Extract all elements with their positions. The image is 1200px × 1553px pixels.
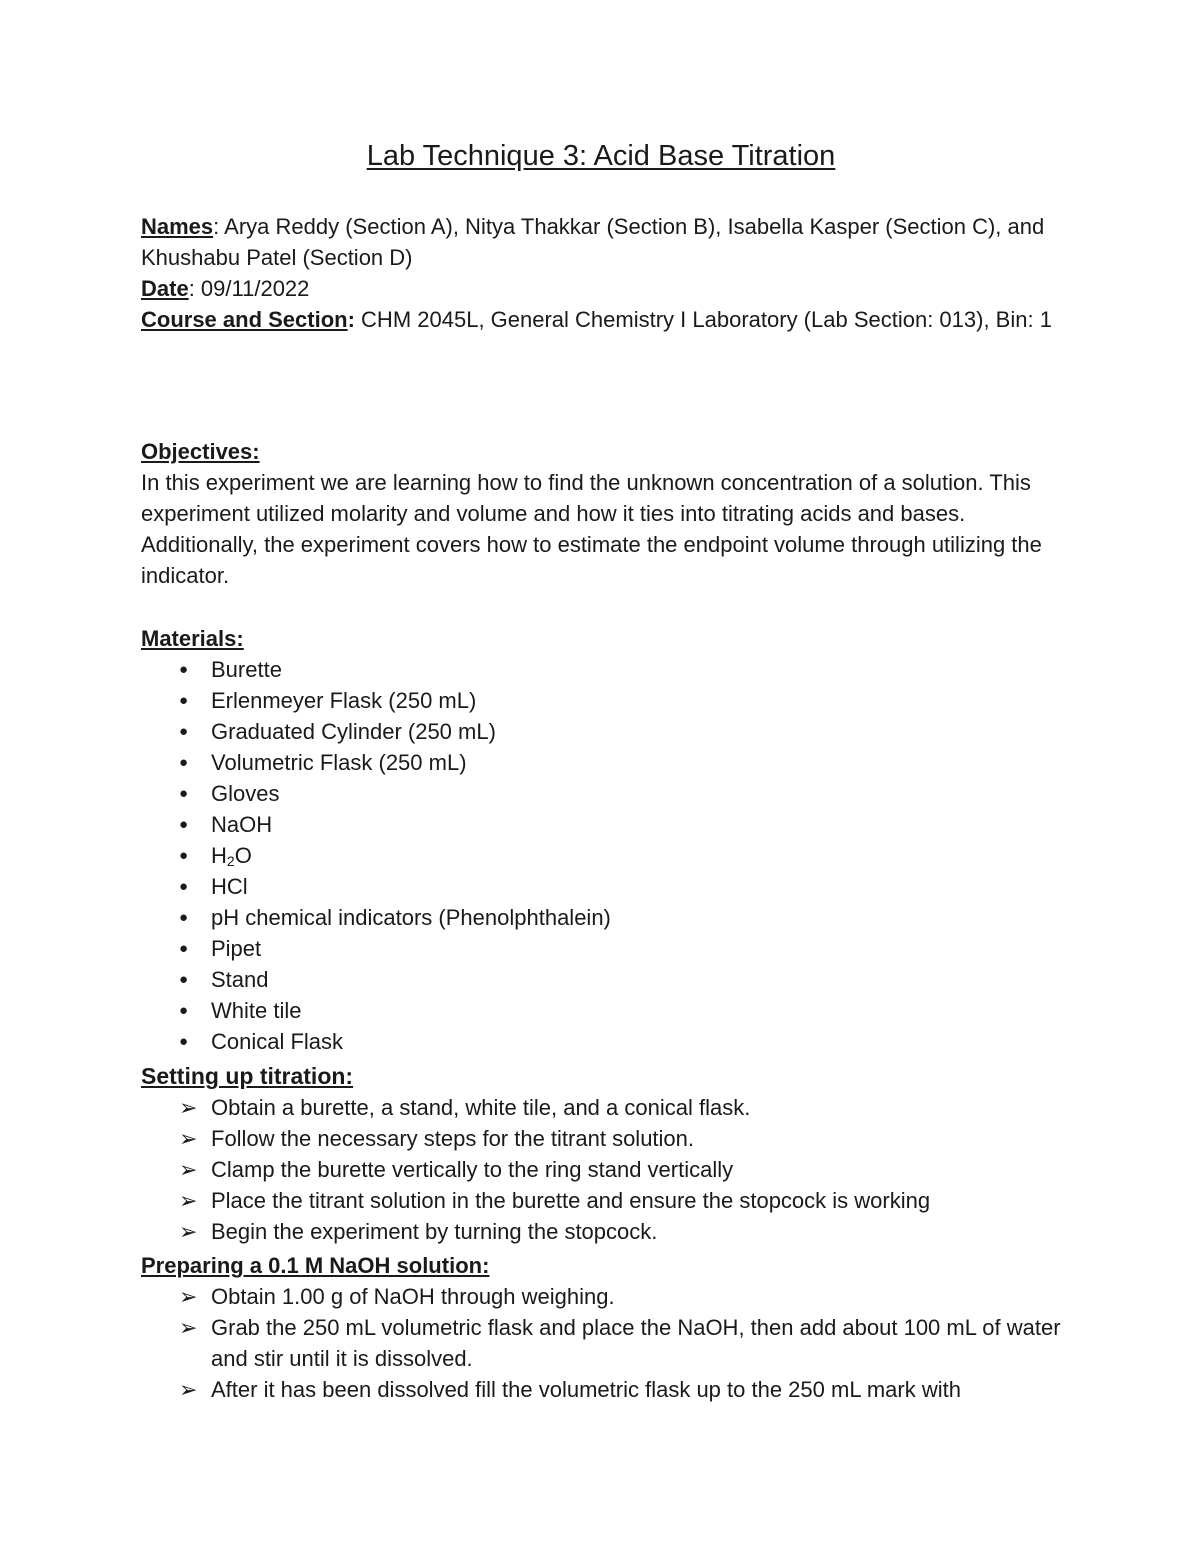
setup-list bbox=[141, 1092, 1061, 1247]
naoh-heading: Preparing a 0.1 M NaOH solution: bbox=[141, 1253, 490, 1278]
arrow-bullet-icon: ➢ bbox=[179, 1188, 198, 1213]
list-item: ● Gloves bbox=[141, 778, 1061, 809]
arrow-bullet-icon: ➢ bbox=[179, 1219, 198, 1244]
list-item bbox=[141, 840, 1061, 871]
h2o-tail: O bbox=[234, 843, 252, 868]
list-item: ● Pipet bbox=[141, 933, 1061, 964]
names-line: Names: Arya Reddy (Section A), Nitya Thakkar (Section B), Isabella Kasper (Section C), and Khushabu Patel (Section D) bbox=[141, 214, 1045, 270]
materials-section bbox=[141, 623, 1061, 1057]
list-item: ● Conical Flask bbox=[141, 1026, 1061, 1057]
bullet-dot-icon: ● bbox=[179, 940, 189, 957]
h2o-base: H bbox=[211, 843, 227, 868]
list-item: ● Erlenmeyer Flask (250 mL) bbox=[141, 685, 1061, 716]
list-item: ➢ Clamp the burette vertically to the ring stand vertically bbox=[141, 1154, 1061, 1185]
list-item: ● NaOH bbox=[141, 809, 1061, 840]
course-value: CHM 2045L, General Chemistry I Laboratory (Lab Section: 013), Bin: 1 bbox=[361, 307, 1052, 332]
list-item: ➢ Obtain a burette, a stand, white tile, and a conical flask. bbox=[141, 1092, 1061, 1123]
date-value: 09/11/2022 bbox=[200, 276, 310, 301]
bullet-dot-icon: ● bbox=[179, 847, 189, 864]
names-value: Arya Reddy (Section A), Nitya Thakkar (Section B), Isabella Kasper (Section C), and Khushabu Patel (Section D) bbox=[141, 214, 1045, 270]
list-item: ● Volumetric Flask (250 mL) bbox=[141, 747, 1061, 778]
naoh-list bbox=[141, 1281, 1061, 1405]
list-item: ● pH chemical indicators (Phenolphthalein) bbox=[141, 902, 1061, 933]
materials-list bbox=[141, 654, 1061, 1057]
course-label: Course and Section bbox=[141, 307, 348, 332]
course-line: Course and Section: CHM 2045L, General Chemistry I Laboratory (Lab Section: 013), Bin: 1 bbox=[141, 307, 1052, 332]
arrow-bullet-icon: ➢ bbox=[179, 1157, 198, 1182]
list-item: ➢ Follow the necessary steps for the titrant solution. bbox=[141, 1123, 1061, 1154]
objectives-text: In this experiment we are learning how to find the unknown concentration of a solution. This experiment utilized molarity and volume and how it ties into titrating acids and bases. Additionally, the experiment covers how to estimate the endpoint volume through utilizing the indicator. bbox=[141, 470, 1042, 588]
info-block bbox=[141, 211, 1061, 335]
bullet-dot-icon: ● bbox=[179, 1002, 189, 1019]
materials-heading: Materials: bbox=[141, 626, 244, 651]
objectives-heading: Objectives: bbox=[141, 439, 260, 464]
naoh-section bbox=[141, 1250, 1061, 1405]
setup-section bbox=[141, 1061, 1061, 1247]
bullet-dot-icon: ● bbox=[179, 661, 189, 678]
bullet-dot-icon: ● bbox=[179, 785, 189, 802]
arrow-bullet-icon: ➢ bbox=[179, 1315, 198, 1340]
list-item: ➢ Grab the 250 mL volumetric flask and place the NaOH, then add about 100 mL of water and stir until it is dissolved. bbox=[141, 1312, 1061, 1374]
bullet-dot-icon: ● bbox=[179, 971, 189, 988]
arrow-bullet-icon: ➢ bbox=[179, 1284, 198, 1309]
h2o-sub: 2 bbox=[226, 853, 235, 869]
bullet-dot-icon: ● bbox=[179, 878, 189, 895]
list-item: ● White tile bbox=[141, 995, 1061, 1026]
objectives-section bbox=[141, 436, 1061, 591]
bullet-dot-icon: ● bbox=[179, 816, 189, 833]
names-label: Names bbox=[141, 214, 214, 239]
list-item: ➢ Begin the experiment by turning the stopcock. bbox=[141, 1216, 1061, 1247]
list-item: ● Graduated Cylinder (250 mL) bbox=[141, 716, 1061, 747]
list-item: ● Burette bbox=[141, 654, 1061, 685]
arrow-bullet-icon: ➢ bbox=[179, 1377, 198, 1402]
bullet-dot-icon: ● bbox=[179, 754, 189, 771]
setup-heading: Setting up titration: bbox=[141, 1063, 354, 1089]
list-item: ● Stand bbox=[141, 964, 1061, 995]
arrow-bullet-icon: ➢ bbox=[179, 1095, 198, 1120]
arrow-bullet-icon: ➢ bbox=[179, 1126, 198, 1151]
page-title: Lab Technique 3: Acid Base Titration bbox=[366, 140, 836, 172]
bullet-dot-icon: ● bbox=[179, 723, 189, 740]
list-item: ● HCl bbox=[141, 871, 1061, 902]
date-line: Date: 09/11/2022 bbox=[141, 276, 310, 301]
list-item: ➢ Place the titrant solution in the burette and ensure the stopcock is working bbox=[141, 1185, 1061, 1216]
bullet-dot-icon: ● bbox=[179, 692, 189, 709]
list-item: ➢ After it has been dissolved fill the volumetric flask up to the 250 mL mark with bbox=[141, 1374, 1061, 1405]
list-item: ➢ Obtain 1.00 g of NaOH through weighing. bbox=[141, 1281, 1061, 1312]
bullet-dot-icon: ● bbox=[179, 909, 189, 926]
date-label: Date bbox=[141, 276, 189, 301]
bullet-dot-icon: ● bbox=[179, 1033, 189, 1050]
